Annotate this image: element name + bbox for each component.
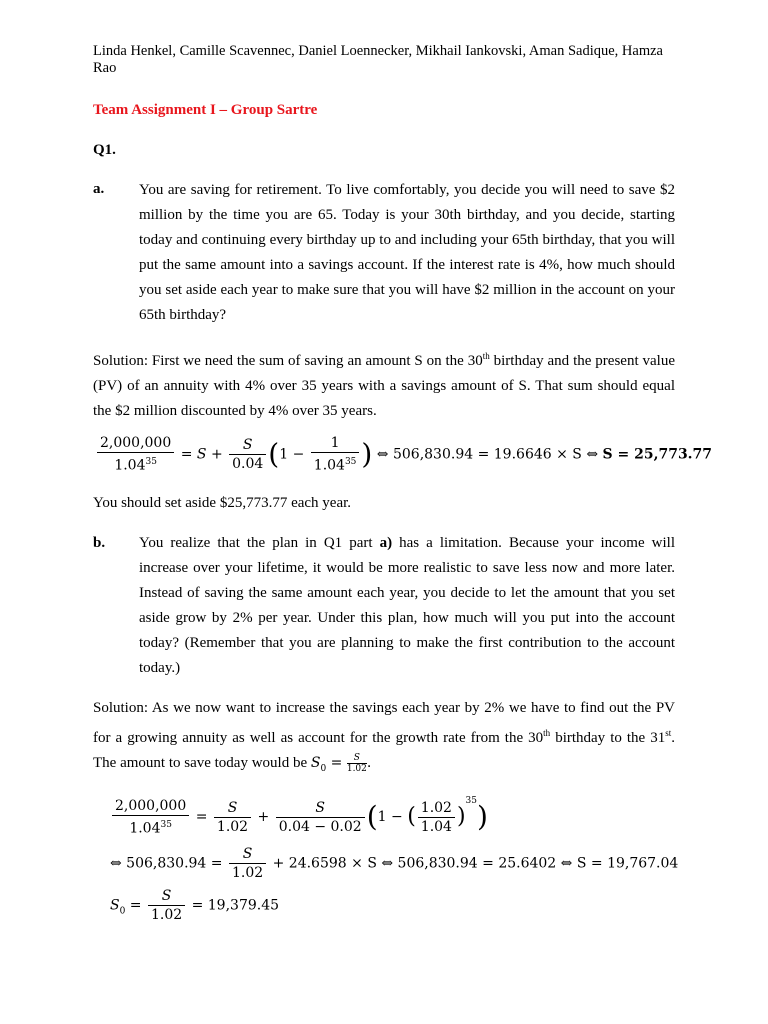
eq-b1-right-paren: ) xyxy=(477,800,488,833)
eq-a-tail: ⇔ 506,830.94 = 19.6646 × S ⇔ xyxy=(376,446,599,463)
eq-b2-num: S xyxy=(242,846,253,862)
eq-a-exp3: 35 xyxy=(344,457,357,467)
part-b-text-1: You realize that the plan in Q1 part xyxy=(139,535,380,551)
part-b-solution-3: . The amount to save today would be xyxy=(93,730,675,771)
part-a-solution xyxy=(93,344,675,424)
part-a-label: a. xyxy=(93,181,105,197)
eq-b3-equals: = xyxy=(129,897,142,914)
eq-b1-inner-left-paren: ( xyxy=(407,804,416,829)
question-heading: Q1. xyxy=(93,142,116,158)
eq-b1-fraction-2 xyxy=(214,799,251,836)
eq-a-right-paren: ) xyxy=(361,437,373,471)
eq-b1-inner-fraction xyxy=(418,799,455,836)
s0-sub: 0 xyxy=(320,763,327,774)
eq-a-den3: 1.04 xyxy=(313,457,345,474)
eq-b1-plus: + xyxy=(257,809,270,825)
eq-b3-rhs: = 19,379.45 xyxy=(191,897,280,914)
eq-b1-num2: S xyxy=(227,799,238,816)
part-b-sup-th: th xyxy=(543,728,551,738)
eq-b1-fraction-3 xyxy=(276,799,365,836)
eq-a-left-paren: ( xyxy=(268,437,280,471)
eq-a-den1: 1.04 xyxy=(114,457,146,474)
eq-a-num3: 1 xyxy=(330,435,340,451)
part-b-text-2: has a limitation. Because your income will increase over your lifetime, it would be more realistic to save less now and more later. Instead of saving the same amount each year, you decide to let the amount that you set aside grow by 2% per year. Under this plan, how much will you put into the account today? (Remember that you are planning to make the first contribution to the account today.) xyxy=(139,535,676,676)
eq-b1-num3: S xyxy=(315,799,325,816)
eq-a-one-minus: 1 − xyxy=(279,446,305,463)
eq-b1-den3: 0.04 − 0.02 xyxy=(276,817,365,836)
eq-b1-fraction-1 xyxy=(112,797,189,838)
eq-b1-den2: 1.02 xyxy=(214,817,251,836)
s0-inline: $S_0$ = $\frac{S}{1.02}$ . xyxy=(310,752,372,774)
eq-a-num2: S xyxy=(242,436,253,453)
part-b-solution-2: birthday to the 31 xyxy=(550,730,666,746)
part-b-question xyxy=(139,531,675,681)
part-a-solution-text-1: Solution: First we need the sum of saving an amount S on the 30 xyxy=(93,353,483,369)
eq-b1-inner-right-paren: ) xyxy=(456,804,466,829)
s0-den: 1.02 xyxy=(346,763,367,774)
s0-fraction xyxy=(347,753,367,774)
s0-eq: = xyxy=(326,755,347,771)
eq-b1-equals: = xyxy=(195,809,208,825)
eq-b2-fraction xyxy=(229,845,266,882)
assignment-title: Team Assignment I – Group Sartre xyxy=(93,102,318,118)
eq-b1-exp1: 35 xyxy=(160,819,172,830)
eq-b1-num1: 2,000,000 xyxy=(115,797,187,814)
part-b-equation-3 xyxy=(110,887,279,924)
eq-b1-den1: 1.04 xyxy=(129,820,161,837)
part-b-equation-1 xyxy=(110,796,488,837)
eq-b1-inner-den: 1.04 xyxy=(418,817,455,836)
part-b-equation-2 xyxy=(110,845,678,882)
eq-b1-exp: 35 xyxy=(465,796,477,806)
eq-a-num1: 2,000,000 xyxy=(100,435,172,451)
eq-a-den1-wrap xyxy=(97,452,174,475)
eq-a-equals-s: = S + xyxy=(180,446,223,463)
eq-b3-num: S xyxy=(161,888,172,904)
eq-b2-den: 1.02 xyxy=(229,863,266,882)
part-a-conclusion: You should set aside $25,773.77 each year. xyxy=(93,495,352,511)
eq-b1-left-paren: ( xyxy=(366,800,378,833)
eq-b2-lhs: ⇔ 506,830.94 = xyxy=(110,855,223,872)
part-b-label: b. xyxy=(93,535,106,551)
author-list: Linda Henkel, Camille Scavennec, Daniel Loennecker, Mikhail Iankovski, Aman Sadique, Hamza Rao xyxy=(93,43,663,76)
eq-b3-den: 1.02 xyxy=(148,905,185,924)
eq-a-result: S = 25,773.77 xyxy=(602,446,713,463)
eq-b3-lhs: S xyxy=(110,897,120,914)
eq-b2-rhs: + 24.6598 × S ⇔ 506,830.94 = 25.6402 ⇔ S = 19,767.04 xyxy=(272,855,679,872)
part-a-solution-sup: th xyxy=(482,351,490,361)
eq-a-den2: 0.04 xyxy=(229,454,266,473)
part-b-sup-st: st xyxy=(665,728,672,738)
eq-a-fraction-3 xyxy=(311,434,360,475)
eq-b1-inner-num: 1.02 xyxy=(420,799,452,816)
part-a-equation xyxy=(95,434,712,475)
eq-a-exp1: 35 xyxy=(145,457,157,467)
eq-b3-sub: 0 xyxy=(119,906,126,917)
eq-b1-one-minus: 1 − xyxy=(377,809,403,825)
eq-a-fraction-2 xyxy=(229,436,266,473)
s0-label: S xyxy=(310,755,321,771)
part-b-solution-1: Solution: As we now want to increase the savings each year by 2% we have to find out the PV for a growing annuity as well as account for the growth rate from the 30 xyxy=(93,700,675,746)
eq-a-fraction-1 xyxy=(97,434,174,475)
s0-num: S xyxy=(353,752,360,763)
eq-b3-fraction xyxy=(148,887,185,924)
part-a-solution-text-2: birthday and the present value (PV) of an annuity with 4% over 35 years with a savings amount of S. That sum should equal the $2 million discounted by 4% over 35 years. xyxy=(93,353,675,419)
part-b-text-bold: a) xyxy=(379,535,393,551)
part-b-solution xyxy=(93,696,675,782)
part-a-question: You are saving for retirement. To live comfortably, you decide you will need to save $2 million by the time you are 65. Today is your 30th birthday, and you decide, starting today and continuing every birthday up to and including your 65th birthday, that you will put the same amount into a savings account. If the interest rate is 4%, how much should you set aside each year to make sure that you will have $2 million in the account on your 65th birthday? xyxy=(139,182,675,323)
